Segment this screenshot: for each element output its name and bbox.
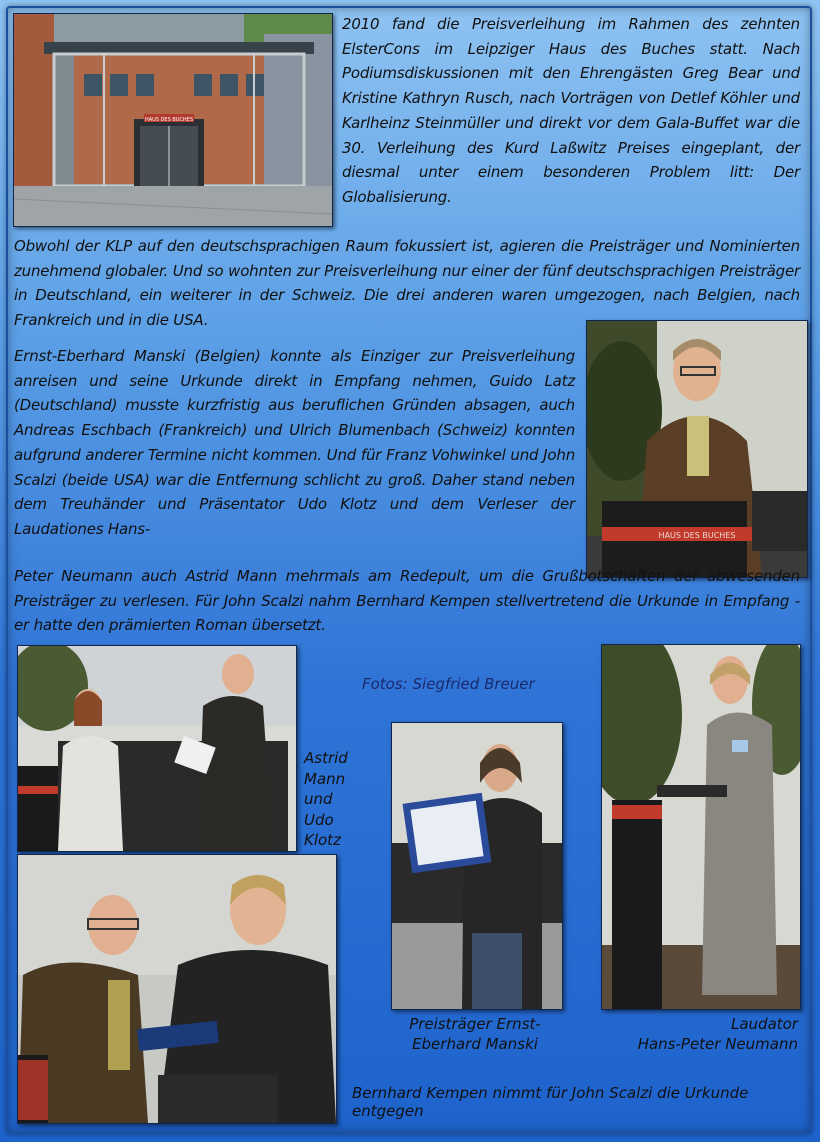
photo-speaker-podium <box>586 320 808 578</box>
caption-line: Hans-Peter Neumann <box>637 1035 798 1053</box>
caption-line: Astrid <box>304 749 348 767</box>
globalization-paragraph: Obwohl der KLP auf den deutschsprachigen Raum fokussiert ist, agieren die Preisträger und Nominierten zunehmend globaler. Und so wohnten zur Preisverleihung nur einer der fünf deutschsprachigen Preisträger in Deutschland, ein weiterer in der Schweiz. Die drei anderen waren umgezogen, nach Belgien, nach Frankreich und in die USA. <box>14 237 800 330</box>
caption-line: und <box>304 790 333 808</box>
photo-kempen <box>17 854 337 1124</box>
photo-manski <box>391 722 563 1010</box>
caption-kempen: Bernhard Kempen nimmt für John Scalzi die Urkunde entgegen <box>352 1084 749 1120</box>
podium-sign: HAUS DES BUCHES <box>658 531 736 540</box>
photo-mann-klotz <box>17 645 297 852</box>
caption-manski <box>380 1014 570 1054</box>
caption-line: Udo <box>304 810 334 829</box>
caption-line: Eberhard Manski <box>412 1035 538 1053</box>
photo-neumann <box>601 644 801 1010</box>
winners-paragraph: Ernst-Eberhard Manski (Belgien) konnte als Einziger zur Preisverleihung anreisen und seine Urkunde direkt in Empfang nehmen, Guido Latz (Deutschland) musste kurzfristig aus beruflichen Gründen absagen, auch Andreas Eschbach (Frankreich) und Ulrich Blumenbach (Schweiz) konnten aufgrund anderer Termine nicht kommen. Und für Franz Vohwinkel und John Scalzi (beide USA) war die Entfernung schlicht zu groß. Daher stand neben dem Treuhänder und Präsentator Udo Klotz und dem Verleser der Laudationes Hans- <box>14 347 575 538</box>
caption-line: Klotz <box>304 831 341 849</box>
caption-mann-klotz <box>304 748 374 851</box>
building-sign: HAUS DES BUCHES <box>144 117 194 123</box>
photo-haus-des-buches <box>13 13 333 227</box>
intro-paragraph: 2010 fand die Preisverleihung im Rahmen des zehnten ElsterCons im Leipziger Haus des Buches statt. Nach Podiumsdiskussionen mit den Ehrengästen Greg Bear und Kristine Kathryn Rusch, nach Vorträgen von Detlef Köhler und Karlheinz Steinmüller und direkt vor dem Gala-Buffet war die 30. Verleihung des Kurd Laßwitz Preises eingeplant, der diesmal unter einem besonderen Problem litt: Der Globalisierung. <box>342 15 800 206</box>
caption-neumann <box>598 1014 798 1054</box>
photo-credit: Fotos: Siegfried Breuer <box>362 675 535 693</box>
caption-line: Mann <box>304 769 346 788</box>
caption-line: Preisträger Ernst- <box>409 1015 541 1033</box>
winners-paragraph-end: Peter Neumann auch Astrid Mann mehrmals am Redepult, um die Grußbotschaften der abwesenden Preisträger zu verlesen. Für John Scalzi nahm Bernhard Kempen stellvertretend die Urkunde in Empfang - er hatte den prämierten Roman übersetzt. <box>14 567 800 635</box>
caption-line: Laudator <box>731 1015 798 1033</box>
